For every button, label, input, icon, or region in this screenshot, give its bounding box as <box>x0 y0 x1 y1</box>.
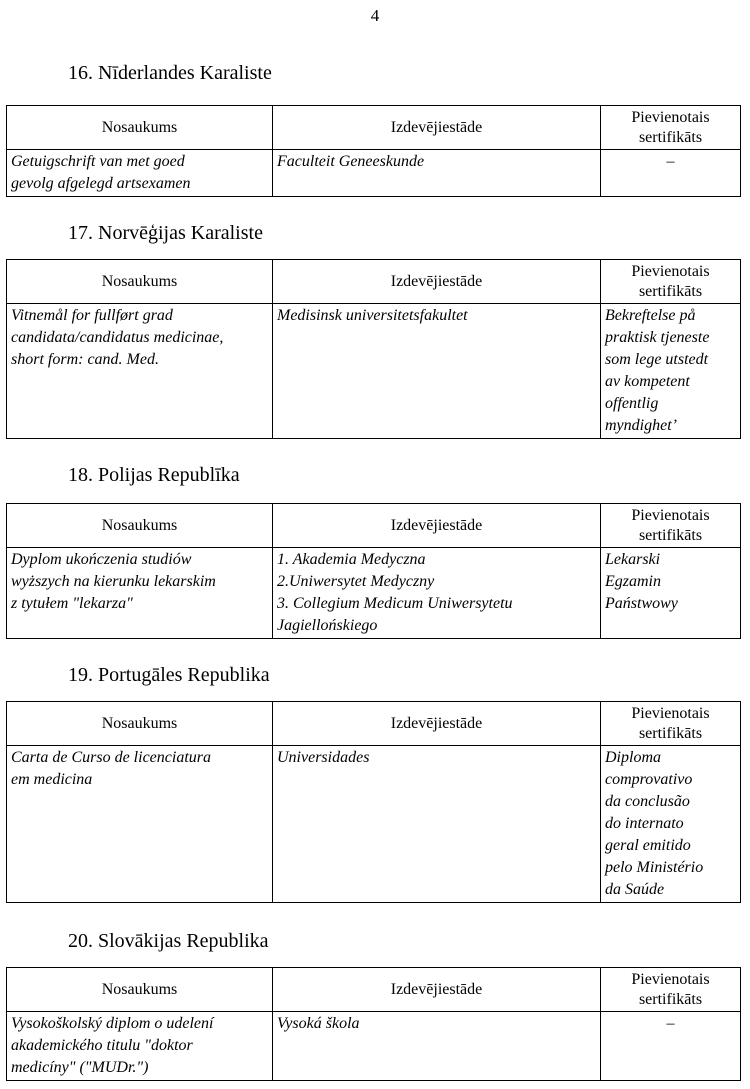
cell-line: 3. Collegium Medicum Uniwersytetu <box>277 595 513 612</box>
cell-line: do internato <box>605 815 684 832</box>
cell-line: candidata/candidatus medicinae, <box>11 329 224 346</box>
column-header-issuer: Izdevējiestāde <box>273 504 601 548</box>
diploma-name-cell <box>7 548 273 639</box>
column-header-name: Nosaukums <box>7 968 273 1012</box>
cell-line: Państwowy <box>605 595 678 612</box>
column-header-issuer: Izdevējiestāde <box>273 968 601 1012</box>
certificate-table <box>6 967 741 1081</box>
certificate-table <box>6 503 741 639</box>
issuing-body-cell <box>273 304 601 439</box>
certificate-cell <box>601 746 741 903</box>
certificate-table <box>6 259 741 439</box>
certificate-cell <box>601 548 741 639</box>
column-header-name: Nosaukums <box>7 260 273 304</box>
cell-line: praktisk tjeneste <box>605 329 710 346</box>
cell-line: Dyplom ukończenia studiów <box>11 551 192 568</box>
column-header-certificate: Pievienotais sertifikāts <box>601 260 741 304</box>
cell-line: Universidades <box>277 749 370 766</box>
column-header-certificate: Pievienotais sertifikāts <box>601 702 741 746</box>
section-title: 19. Portugāles Republika <box>68 664 270 686</box>
cell-line: geral emitido <box>605 837 691 854</box>
cell-line: akademického titulu "doktor <box>11 1037 193 1054</box>
cell-line: da Saúde <box>605 881 665 898</box>
header-row <box>7 260 741 304</box>
header-row <box>7 106 741 150</box>
table-row <box>7 548 741 639</box>
cell-line: Faculteit Geneeskunde <box>277 153 425 170</box>
cell-line: wyższych na kierunku lekarskim <box>11 573 216 590</box>
column-header-certificate: Pievienotais sertifikāts <box>601 504 741 548</box>
column-header-name: Nosaukums <box>7 504 273 548</box>
table-row <box>7 150 741 197</box>
cell-line: som lege utstedt <box>605 351 709 368</box>
cell-line: medicíny" ("MUDr.") <box>11 1059 149 1076</box>
column-header-name: Nosaukums <box>7 702 273 746</box>
cell-line: Bekreftelse på <box>605 307 696 324</box>
certificate-table <box>6 105 741 197</box>
certificate-table <box>6 701 741 903</box>
cell-line: Vysoká škola <box>277 1015 360 1032</box>
table-row <box>7 746 741 903</box>
cell-line: pelo Ministério <box>605 859 704 876</box>
cell-line: z tytułem "lekarza" <box>11 595 133 612</box>
header-row <box>7 968 741 1012</box>
column-header-certificate: Pievienotais sertifikāts <box>601 106 741 150</box>
cell-line: short form: cand. Med. <box>11 351 159 368</box>
table-row <box>7 1012 741 1081</box>
certificate-cell <box>601 304 741 439</box>
diploma-name-cell <box>7 1012 273 1081</box>
cell-line: Vysokoškolský diplom o udelení <box>11 1015 214 1032</box>
cell-line: comprovativo <box>605 771 693 788</box>
cell-line: 1. Akademia Medyczna <box>277 551 426 568</box>
column-header-issuer: Izdevējiestāde <box>273 106 601 150</box>
cell-line: Medisinsk universitetsfakultet <box>277 307 468 324</box>
cell-line: em medicina <box>11 771 93 788</box>
column-header-issuer: Izdevējiestāde <box>273 702 601 746</box>
cell-line: – <box>666 153 675 170</box>
header-row <box>7 702 741 746</box>
cell-line: Egzamin <box>605 573 661 590</box>
section-title: 20. Slovākijas Republika <box>68 930 269 952</box>
cell-line: offentlig <box>605 395 659 412</box>
column-header-issuer: Izdevējiestāde <box>273 260 601 304</box>
issuing-body-cell <box>273 746 601 903</box>
cell-line: Lekarski <box>605 551 661 568</box>
cell-line: da conclusão <box>605 793 690 810</box>
diploma-name-cell <box>7 746 273 903</box>
cell-line: Carta de Curso de licenciatura <box>11 749 211 766</box>
cell-line: myndighet’ <box>605 417 677 434</box>
section-title: 18. Polijas Republīka <box>68 464 240 486</box>
table-row <box>7 304 741 439</box>
cell-line: Getuigschrift van met goed <box>11 153 185 170</box>
column-header-certificate: Pievienotais sertifikāts <box>601 968 741 1012</box>
cell-line: gevolg afgelegd artsexamen <box>11 175 191 192</box>
issuing-body-cell <box>273 1012 601 1081</box>
cell-line: av kompetent <box>605 373 690 390</box>
page-number: 4 <box>370 6 380 25</box>
issuing-body-cell <box>273 548 601 639</box>
section-title: 16. Nīderlandes Karaliste <box>68 62 272 84</box>
header-row <box>7 504 741 548</box>
column-header-name: Nosaukums <box>7 106 273 150</box>
issuing-body-cell <box>273 150 601 197</box>
certificate-cell <box>601 1012 741 1081</box>
diploma-name-cell <box>7 304 273 439</box>
cell-line: 2.Uniwersytet Medyczny <box>277 573 435 590</box>
diploma-name-cell <box>7 150 273 197</box>
cell-line: Vitnemål for fullført grad <box>11 307 173 324</box>
cell-line: – <box>666 1015 675 1032</box>
certificate-cell <box>601 150 741 197</box>
cell-line: Jagiellońskiego <box>277 617 378 634</box>
section-title: 17. Norvēģijas Karaliste <box>68 222 263 244</box>
cell-line: Diploma <box>605 749 661 766</box>
